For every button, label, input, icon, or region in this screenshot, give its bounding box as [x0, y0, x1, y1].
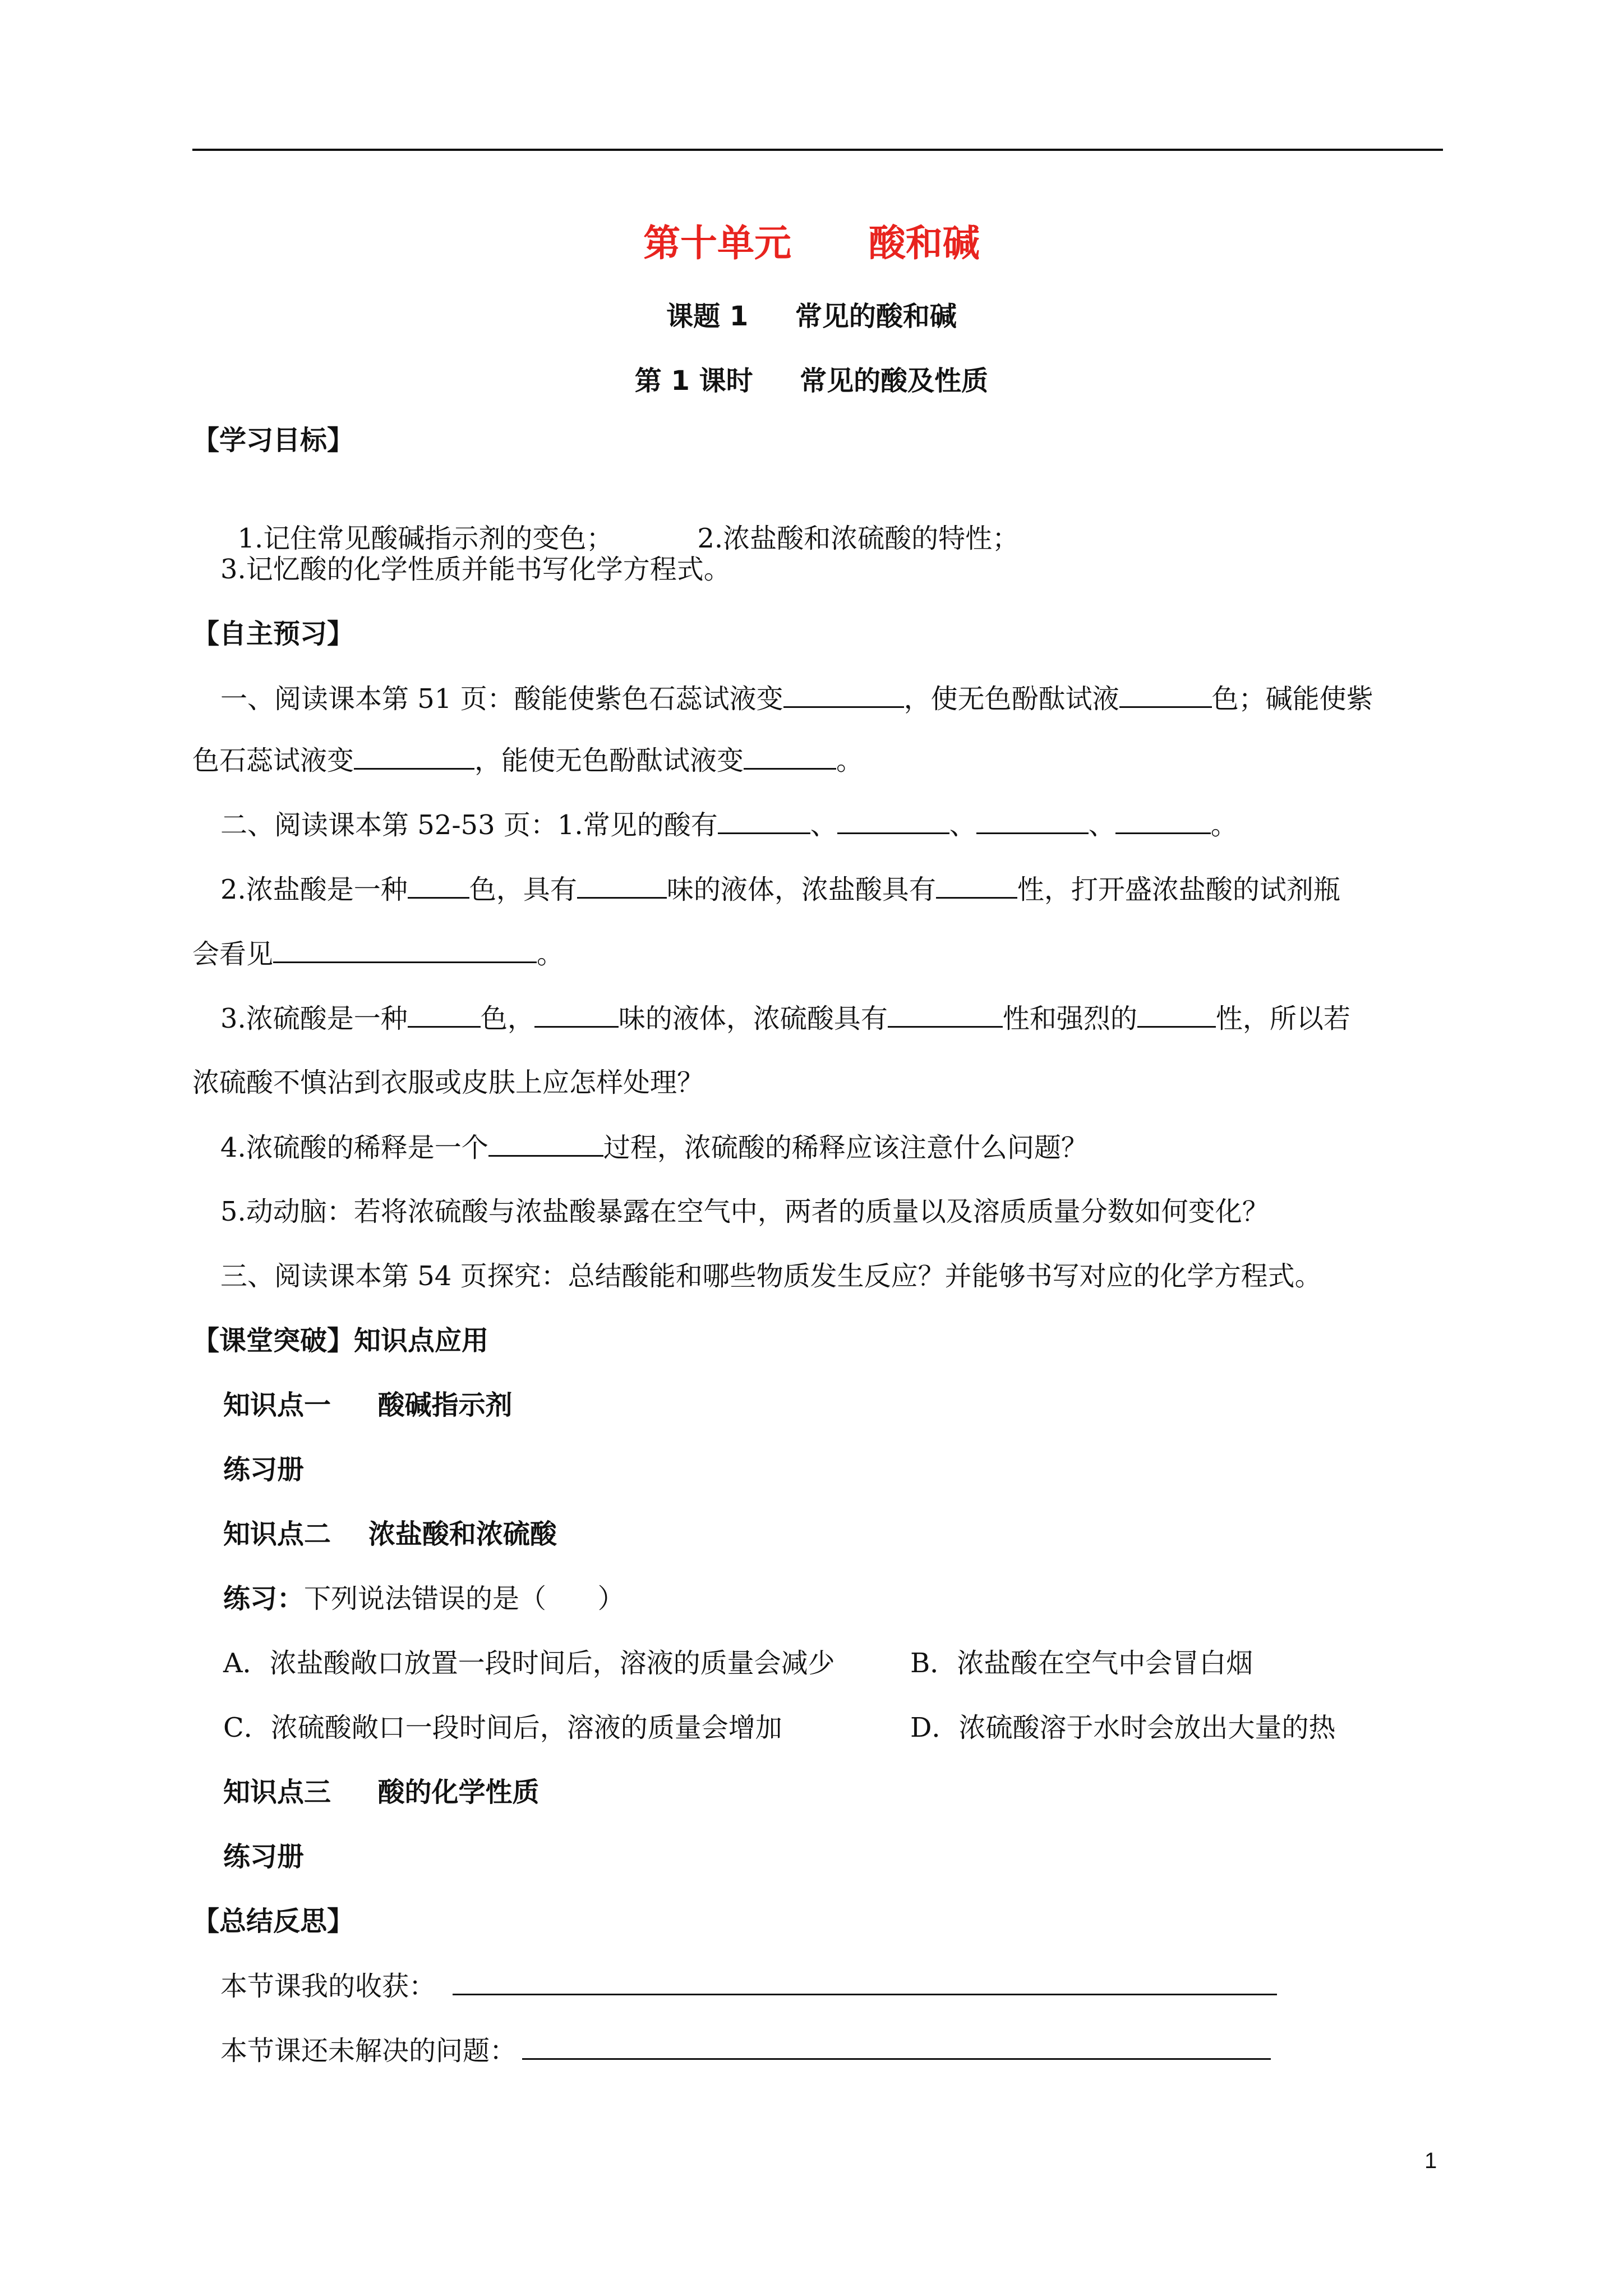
preview-text: 色；碱能使紫	[1211, 683, 1373, 715]
preview-para-4-line-2: 浓硫酸不慎沾到衣服或皮肤上应怎样处理？	[192, 1067, 704, 1098]
option-b: B．浓盐酸在空气中会冒白烟	[910, 1648, 1253, 1679]
fill-blank[interactable]	[837, 808, 949, 834]
fill-blank[interactable]	[1115, 808, 1211, 834]
preview-text: 一、阅读课本第 51 页：酸能使紫色石蕊试液变	[220, 683, 783, 715]
fill-blank[interactable]	[936, 872, 1017, 899]
fill-blank[interactable]	[354, 743, 474, 770]
page-number: 1	[1424, 2148, 1437, 2173]
preview-text: 会看见	[192, 938, 274, 970]
preview-text: 性，打开盛浓盐酸的试剂瓶	[1017, 874, 1340, 905]
option-d: D．浓硫酸溶于水时会放出大量的热	[910, 1712, 1336, 1743]
preview-text: ，能使无色酚酞试液变	[474, 745, 744, 776]
unsolved-label: 本节课还未解决的问题：	[220, 2035, 517, 2067]
exercise-text: 下列说法错误的是（ ）	[304, 1583, 625, 1614]
fill-blank[interactable]	[744, 743, 836, 770]
preview-text: 过程，浓硫酸的稀释应该注意什么问题？	[603, 1132, 1088, 1163]
preview-text: ，使无色酚酞试液	[903, 683, 1119, 715]
fill-blank[interactable]	[408, 872, 469, 899]
preview-text: 色，具有	[469, 874, 577, 905]
gain-answer-blank[interactable]	[453, 1969, 1277, 1995]
fill-blank[interactable]	[408, 1001, 481, 1028]
preview-text: 3.浓硫酸是一种	[220, 1003, 408, 1034]
exercise-options-row-1	[223, 1646, 1474, 1680]
preview-text: 。	[836, 745, 864, 776]
workbook-ref-1: 练习册	[223, 1454, 305, 1485]
separator: 、	[949, 809, 976, 841]
summary-heading: 【总结反思】	[192, 1906, 354, 1937]
objectives-heading: 【学习目标】	[192, 425, 354, 456]
objective-item-1: 1.记住常见酸碱指示剂的变色；	[237, 523, 614, 554]
objective-item-2: 2.浓盐酸和浓硫酸的特性；	[697, 523, 1020, 554]
option-c: C．浓硫酸敞口一段时间后，溶液的质量会增加	[223, 1712, 782, 1743]
knowledge-point-3: 知识点三 酸的化学性质	[223, 1777, 540, 1808]
fill-blank[interactable]	[783, 682, 904, 708]
preview-para-1-line-2	[192, 743, 1443, 777]
preview-text: 4.浓硫酸的稀释是一个	[220, 1132, 488, 1163]
preview-text: 色石蕊试液变	[192, 745, 354, 776]
preview-para-3-line-2	[192, 937, 1443, 971]
preview-para-6: 5.动动脑：若将浓硫酸与浓盐酸暴露在空气中，两者的质量以及溶质质量分数如何变化？	[220, 1196, 1269, 1227]
preview-text: 2.浓盐酸是一种	[220, 874, 408, 905]
classroom-heading: 【课堂突破】知识点应用	[192, 1325, 489, 1356]
objective-item-3: 3.记忆酸的化学性质并能书写化学方程式。	[220, 554, 731, 585]
fill-blank[interactable]	[1137, 1001, 1216, 1028]
preview-text: 二、阅读课本第 52-53 页：1.常见的酸有	[220, 809, 718, 841]
preview-heading: 【自主预习】	[192, 618, 354, 650]
option-a: A．浓盐酸敞口放置一段时间后，溶液的质量会减少	[223, 1648, 835, 1679]
exercise-options-row-2	[223, 1711, 1474, 1745]
preview-text: 色，	[480, 1003, 534, 1034]
fill-blank[interactable]	[976, 808, 1089, 834]
preview-para-2	[220, 808, 1471, 842]
preview-text: 性和强烈的	[1002, 1003, 1137, 1034]
separator: 、	[1088, 809, 1115, 841]
preview-para-5	[220, 1130, 1471, 1165]
preview-para-7: 三、阅读课本第 54 页探究：总结酸能和哪些物质发生反应？并能够书写对应的化学方程式。	[220, 1260, 1322, 1292]
workbook-ref-3: 练习册	[223, 1841, 305, 1872]
summary-gain-line	[220, 1969, 1471, 2003]
preview-para-1-line-1	[220, 682, 1471, 716]
fill-blank[interactable]	[534, 1001, 619, 1028]
objectives-line-1	[220, 488, 1471, 555]
preview-text: 性，所以若	[1215, 1003, 1350, 1034]
fill-blank[interactable]	[488, 1130, 603, 1157]
unit-title: 第十单元 酸和碱	[643, 222, 980, 265]
header-rule	[192, 149, 1443, 151]
preview-para-3-line-1	[220, 872, 1471, 907]
preview-para-4-line-1	[220, 1001, 1471, 1036]
knowledge-point-2: 知识点二 浓盐酸和浓硫酸	[223, 1519, 557, 1550]
fill-blank[interactable]	[1119, 682, 1212, 708]
lesson-title: 课题 1 常见的酸和碱	[666, 301, 957, 332]
preview-text: 味的液体，浓盐酸具有	[666, 874, 936, 905]
fill-blank[interactable]	[577, 872, 667, 899]
separator: 、	[810, 809, 837, 841]
unsolved-answer-blank[interactable]	[522, 2033, 1271, 2060]
preview-text: 味的液体，浓硫酸具有	[618, 1003, 888, 1034]
exercise-question	[223, 1582, 1474, 1616]
gain-label: 本节课我的收获：	[220, 1971, 436, 2002]
separator: 。	[1210, 809, 1238, 841]
fill-blank[interactable]	[273, 937, 537, 963]
fill-blank[interactable]	[718, 808, 810, 834]
period-title: 第 1 课时 常见的酸及性质	[634, 365, 989, 397]
knowledge-point-1: 知识点一 酸碱指示剂	[223, 1389, 513, 1421]
fill-blank[interactable]	[888, 1001, 1003, 1028]
preview-text: 。	[537, 938, 564, 970]
exercise-label: 练习：	[223, 1583, 305, 1614]
summary-unsolved-line	[220, 2033, 1471, 2068]
